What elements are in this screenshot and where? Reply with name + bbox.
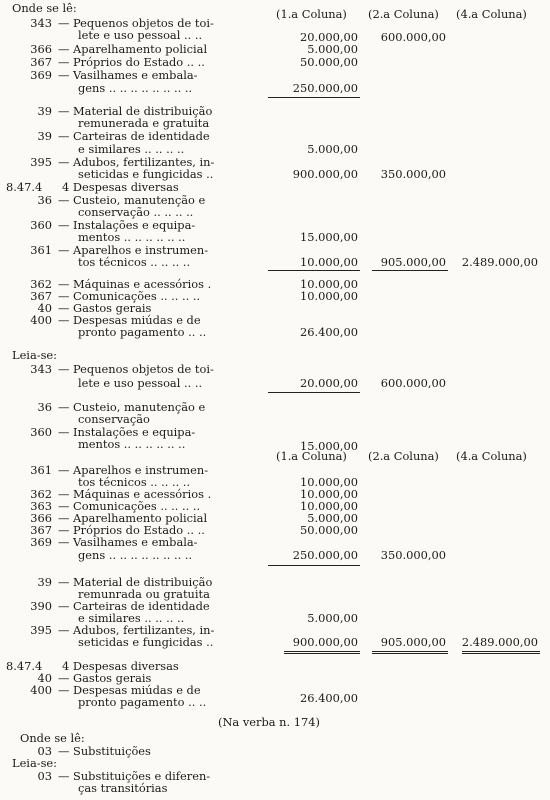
sum-rule xyxy=(268,270,360,271)
row-desc-line: — Custeio, manutenção e xyxy=(58,400,206,414)
row-desc-line: tos técnicos .. .. .. .. xyxy=(78,475,191,489)
value-col2: 905.000,00 xyxy=(380,255,446,269)
row-desc-line: — Máquinas e acessórios . xyxy=(58,487,212,501)
row-code: 03 xyxy=(37,769,52,783)
sum-rule xyxy=(268,392,360,393)
row-code: 40 xyxy=(37,301,52,315)
row-desc-line: seticidas e fungicidas .. xyxy=(78,635,214,649)
value-col2: 350.000,00 xyxy=(380,548,446,562)
row-code: 363 xyxy=(30,499,52,513)
col-header-4: (4.a Coluna) xyxy=(456,449,527,463)
col-header-1: (1.a Coluna) xyxy=(276,449,347,463)
value-col1: 900.000,00 xyxy=(292,635,358,649)
row-code: 395 xyxy=(30,623,52,637)
value-col1: 26.400,00 xyxy=(300,691,358,705)
row-desc-line: 4 Despesas diversas xyxy=(62,659,179,673)
row-desc-line: — Gastos gerais xyxy=(58,671,152,685)
value-col1: 5.000,00 xyxy=(307,42,358,56)
onde-se-le-heading-2: Onde se lê: xyxy=(20,731,85,745)
col-header-1: (1.a Coluna) xyxy=(276,7,347,21)
value-col1: 250.000,00 xyxy=(292,548,358,562)
value-col1: 15.000,00 xyxy=(300,230,358,244)
row-desc-line: — Aparelhos e instrumen- xyxy=(58,463,209,477)
col-header-2: (2.a Coluna) xyxy=(368,7,439,21)
row-desc-line: — Instalações e equipa- xyxy=(58,218,196,232)
row-desc-line: — Material de distribuição xyxy=(58,104,213,118)
value-col1: 10.000,00 xyxy=(300,255,358,269)
value-col1: 15.000,00 xyxy=(300,439,358,453)
row-desc-line: pronto pagamento .. .. xyxy=(78,695,207,709)
value-col1: 10.000,00 xyxy=(300,475,358,489)
row-desc-line: — Despesas miúdas e de xyxy=(58,313,201,327)
sum-rule xyxy=(268,97,360,98)
row-desc-line: — Próprios do Estado .. .. xyxy=(58,523,205,537)
row-code: 369 xyxy=(30,535,52,549)
row-desc-line: lete e uso pessoal .. .. xyxy=(78,28,203,42)
row-desc-line: pronto pagamento .. .. xyxy=(78,325,207,339)
row-desc-line: 4 Despesas diversas xyxy=(62,180,179,194)
row-desc-line: — Comunicações .. .. .. .. xyxy=(58,289,201,303)
row-code: 400 xyxy=(30,683,52,697)
value-col4: 2.489.000,00 xyxy=(461,635,538,649)
row-desc-line: — Carteiras de identidade xyxy=(58,599,210,613)
value-col1: 10.000,00 xyxy=(300,487,358,501)
sum-rule xyxy=(372,270,448,271)
sum-rule-double xyxy=(462,651,540,654)
row-desc-line: seticidas e fungicidas .. xyxy=(78,167,214,181)
value-col2: 600.000,00 xyxy=(380,376,446,390)
value-col4: 2.489.000,00 xyxy=(461,255,538,269)
row-code: 36 xyxy=(37,193,52,207)
row-desc-line: — Vasilhames e embala- xyxy=(58,68,198,82)
value-col1: 10.000,00 xyxy=(300,277,358,291)
row-desc-line: — Gastos gerais xyxy=(58,301,152,315)
row-code: 367 xyxy=(30,55,52,69)
row-desc-line: — Substituições e diferen- xyxy=(58,769,211,783)
row-code: 343 xyxy=(30,362,52,376)
row-code: 395 xyxy=(30,155,52,169)
value-col2: 350.000,00 xyxy=(380,167,446,181)
row-desc-line: — Próprios do Estado .. .. xyxy=(58,55,205,69)
value-col1: 26.400,00 xyxy=(300,325,358,339)
row-desc-line: — Despesas miúdas e de xyxy=(58,683,201,697)
row-code: 40 xyxy=(37,671,52,685)
value-col2: 905.000,00 xyxy=(380,635,446,649)
row-code: 366 xyxy=(30,42,52,56)
row-code: 360 xyxy=(30,425,52,439)
leia-se-heading-1: Leia-se: xyxy=(12,348,58,362)
row-desc-line: gens .. .. .. .. .. .. .. .. xyxy=(78,548,193,562)
row-code: 369 xyxy=(30,68,52,82)
value-col1: 20.000,00 xyxy=(300,30,358,44)
row-desc-line: — Aparelhos e instrumen- xyxy=(58,243,209,257)
value-col1: 20.000,00 xyxy=(300,376,358,390)
value-col1: 5.000,00 xyxy=(307,511,358,525)
value-col1: 250.000,00 xyxy=(292,81,358,95)
row-desc-line: — Substituições xyxy=(58,744,151,758)
row-desc-line: — Material de distribuição xyxy=(58,575,213,589)
sum-rule-double xyxy=(372,651,448,654)
value-col1: 50.000,00 xyxy=(300,55,358,69)
row-desc-line: — Vasilhames e embala- xyxy=(58,535,198,549)
row-code: 390 xyxy=(30,599,52,613)
row-code: 361 xyxy=(30,463,52,477)
row-code: 39 xyxy=(37,129,52,143)
row-code: 400 xyxy=(30,313,52,327)
verba-note: (Na verba n. 174) xyxy=(218,715,320,729)
row-desc-line: — Instalações e equipa- xyxy=(58,425,196,439)
row-code: 343 xyxy=(30,16,52,30)
row-desc-line: — Custeio, manutenção e xyxy=(58,193,206,207)
row-desc-line: mentos .. .. .. .. .. .. xyxy=(78,437,186,451)
row-code: 36 xyxy=(37,400,52,414)
row-desc-line: — Comunicações .. .. .. .. xyxy=(58,499,201,513)
row-code: 361 xyxy=(30,243,52,257)
row-desc-line: — Carteiras de identidade xyxy=(58,129,210,143)
value-col1: 900.000,00 xyxy=(292,167,358,181)
row-desc-line: — Máquinas e acessórios . xyxy=(58,277,212,291)
row-desc-line: — Pequenos objetos de toi- xyxy=(58,362,214,376)
row-code: 39 xyxy=(37,104,52,118)
row-desc-line: — Pequenos objetos de toi- xyxy=(58,16,214,30)
row-desc-line: e similares .. .. .. .. xyxy=(78,611,185,625)
row-desc-line: — Aparelhamento policial xyxy=(58,42,208,56)
row-desc-line: lete e uso pessoal .. .. xyxy=(78,376,203,390)
row-code: 362 xyxy=(30,487,52,501)
row-desc-line: tos técnicos .. .. .. .. xyxy=(78,255,191,269)
row-code: 8.47.4 xyxy=(6,659,43,673)
sum-rule-double xyxy=(284,651,360,654)
onde-se-le-heading-1: Onde se lê: xyxy=(12,1,77,15)
row-desc-line: — Adubos, fertilizantes, in- xyxy=(58,623,215,637)
sum-rule xyxy=(268,565,360,566)
row-code: 39 xyxy=(37,575,52,589)
row-desc-line: — Adubos, fertilizantes, in- xyxy=(58,155,215,169)
value-col1: 5.000,00 xyxy=(307,611,358,625)
row-code: 366 xyxy=(30,511,52,525)
row-desc-line: conservação xyxy=(78,412,150,426)
row-desc-line: gens .. .. .. .. .. .. .. .. xyxy=(78,81,193,95)
row-desc-line: — Aparelhamento policial xyxy=(58,511,208,525)
row-code: 367 xyxy=(30,523,52,537)
row-desc-line: mentos .. .. .. .. .. .. xyxy=(78,230,186,244)
col-header-4: (4.a Coluna) xyxy=(456,7,527,21)
value-col1: 50.000,00 xyxy=(300,523,358,537)
row-code: 367 xyxy=(30,289,52,303)
row-desc-line: remunrada ou gratuita xyxy=(78,587,210,601)
row-code: 360 xyxy=(30,218,52,232)
row-code: 362 xyxy=(30,277,52,291)
row-desc-line: remunerada e gratuita xyxy=(78,116,210,130)
row-desc-line: ças transitórias xyxy=(78,781,168,795)
leia-se-heading-2: Leia-se: xyxy=(12,756,58,770)
value-col1: 5.000,00 xyxy=(307,142,358,156)
row-code: 03 xyxy=(37,744,52,758)
col-header-2: (2.a Coluna) xyxy=(368,449,439,463)
row-code: 8.47.4 xyxy=(6,180,43,194)
row-desc-line: conservação .. .. .. .. xyxy=(78,205,194,219)
value-col1: 10.000,00 xyxy=(300,289,358,303)
row-desc-line: e similares .. .. .. .. xyxy=(78,142,185,156)
value-col2: 600.000,00 xyxy=(380,30,446,44)
value-col1: 10.000,00 xyxy=(300,499,358,513)
